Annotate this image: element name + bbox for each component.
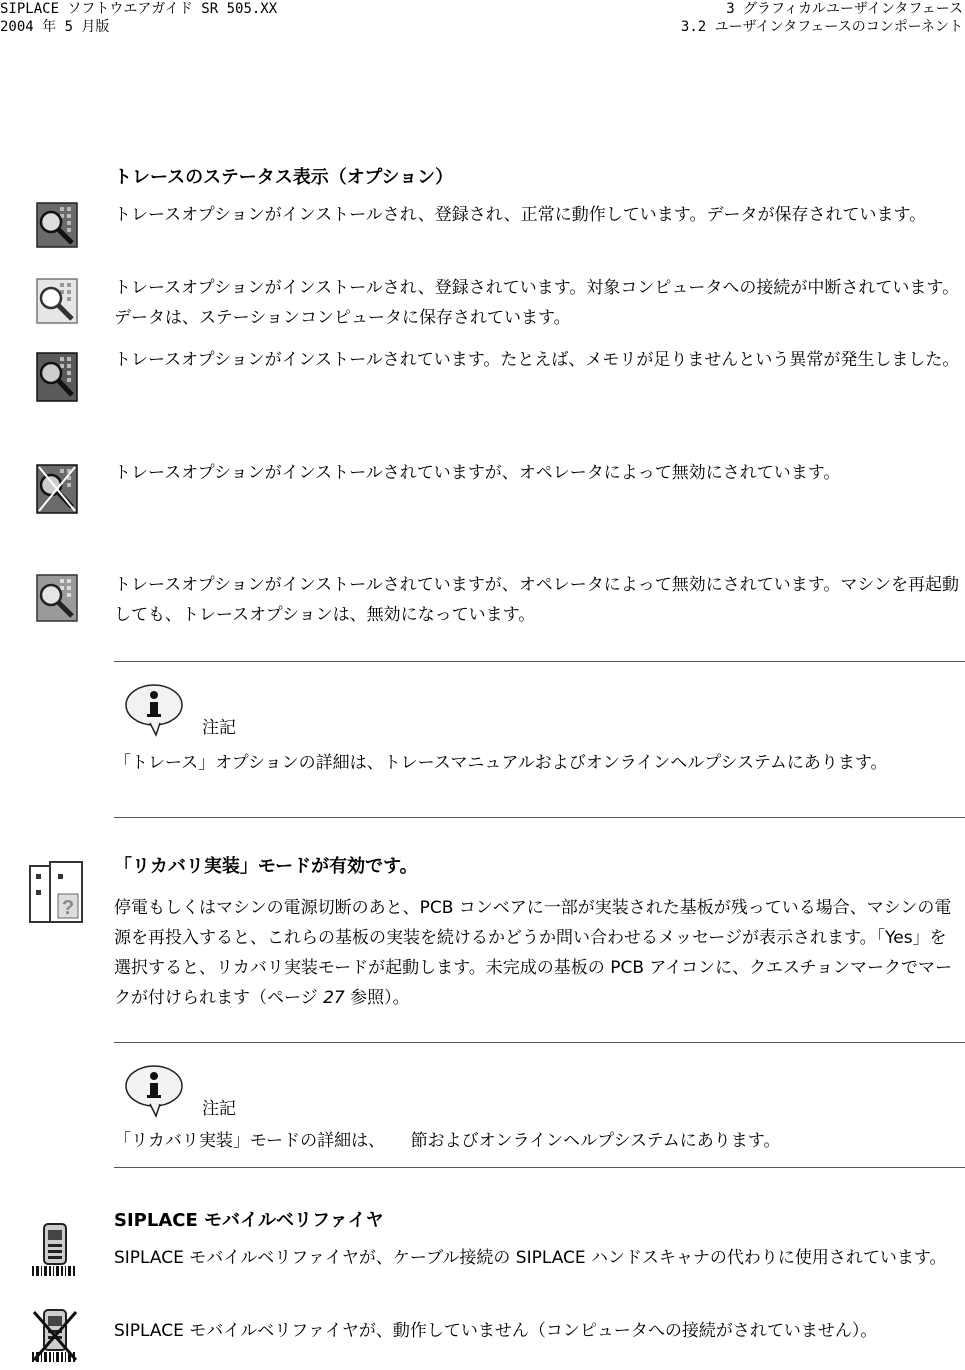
note2-top-rule	[114, 1042, 965, 1043]
trace-active-text: トレースオプションがインストールされ、登録され、正常に動作しています。データが保存されています。	[114, 205, 927, 225]
note1-text: 「トレース」オプションの詳細は、トレースマニュアルおよびオンラインヘルプシステムにあります。	[114, 753, 888, 773]
recovery-text: 停電もしくはマシンの電源切断のあと、PCB コンベアに一部が実装された基板が残っている場合、マシンの電源を再投入すると、これらの基板の実装を続けるかどうか問い合わせるメッセージが表示されます。「Yes」を選択すると、リカバリ実装モードが起動します。未完成の基板の PCB アイコンに、クエスチョンマークでマークが付けられます（ページ 27 参照）。	[114, 898, 952, 1008]
chapter-title: 3 グラフィカルユーザインタフェース	[726, 1, 963, 17]
trace-error-icon	[36, 352, 78, 400]
trace-error-text: トレースオプションがインストールされています。たとえば、メモリが足りませんという異常が発生しました。	[114, 350, 960, 370]
note1-top-rule	[114, 661, 965, 662]
info-icon	[124, 683, 184, 741]
trace-heading: トレースのステータス表示（オプション）	[114, 167, 454, 188]
page-reference[interactable]: 27	[323, 988, 345, 1008]
note1-label: 注記	[202, 718, 236, 738]
recovery-heading: 「リカバリ実装」モードが有効です。	[114, 856, 418, 877]
page-header-right	[681, 0, 963, 36]
trace-disconnected-text: トレースオプションがインストールされ、登録されています。対象コンピュータへの接続が中断されています。データは、ステーションコンピュータに保存されています。	[114, 278, 960, 328]
section-title: 3.2 ユーザインタフェースのコンポーネント	[680, 19, 963, 35]
trace-disabled-restart-icon	[36, 574, 78, 622]
document-date: 2004 年 5 月版	[0, 19, 110, 35]
trace-disconnected-icon	[36, 278, 78, 326]
trace-disabled-restart-text: トレースオプションがインストールされていますが、オペレータによって無効にされています。マシンを再起動しても、トレースオプションは、無効になっています。	[114, 575, 959, 625]
page-header-left	[0, 0, 277, 36]
note2-bottom-rule	[114, 1167, 965, 1168]
note2-text: 「リカバリ実装」モードの詳細は、 節およびオンラインヘルプシステムにあります。	[114, 1131, 781, 1151]
document-title: SIPLACE ソフトウエアガイド SR 505.XX	[0, 1, 278, 17]
info-icon	[124, 1064, 184, 1122]
verifier-heading: SIPLACE モバイルベリファイヤ	[114, 1210, 384, 1231]
mobile-verifier-text: SIPLACE モバイルベリファイヤが、ケーブル接続の SIPLACE ハンドスキャナの代わりに使用されています。	[114, 1248, 947, 1268]
svg-text:?: ?	[61, 897, 75, 919]
note1-bottom-rule	[114, 817, 965, 818]
recovery-pcb-icon	[28, 860, 78, 930]
mobile-verifier-icon	[30, 1222, 80, 1278]
mobile-verifier-off-icon	[30, 1308, 80, 1364]
trace-active-icon	[36, 202, 78, 250]
note2-label: 注記	[202, 1099, 236, 1119]
trace-disabled-text: トレースオプションがインストールされていますが、オペレータによって無効にされています。	[114, 463, 841, 483]
trace-disabled-icon	[36, 464, 78, 512]
mobile-verifier-off-text: SIPLACE モバイルベリファイヤが、動作していません（コンピュータへの接続がされていません）。	[114, 1321, 878, 1341]
